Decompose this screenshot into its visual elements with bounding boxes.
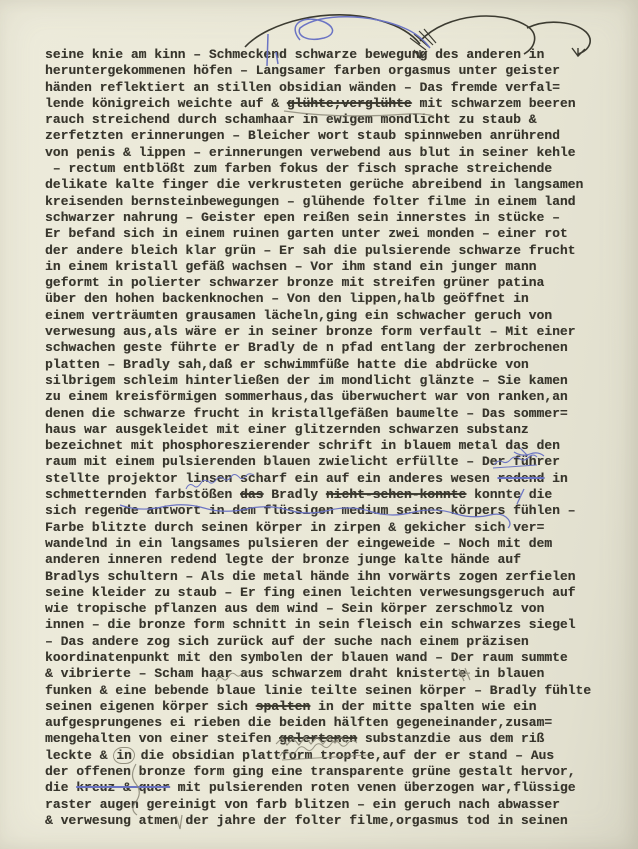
text-line xyxy=(45,552,605,568)
text-line xyxy=(45,731,605,747)
corrected-text-blue: kreuz & quer xyxy=(76,780,170,796)
typed-text-segment: über den hohen backenknochen – Von den lippen,halb geöffnet in xyxy=(45,291,529,307)
corrected-text-black: galertenen xyxy=(279,731,358,747)
typed-text-segment: schwarzer nahrung – Geister epen reißen sein innerstes in stücke – xyxy=(45,209,560,225)
typed-text-segment: verwesung aus,als wäre er in seiner bronze form verfault – Mit einer xyxy=(45,324,576,340)
text-line xyxy=(45,194,605,210)
typed-text-segment: in xyxy=(544,470,568,486)
text-line xyxy=(45,601,605,617)
text-line xyxy=(45,357,605,373)
corrected-text-black: nicht-sehen-konnte xyxy=(325,487,467,503)
typed-text-segment: mit pulsierenden roten venen überzogen war,flüssige xyxy=(169,780,576,796)
typed-text-segment: der offenen bronze form ging eine transparente grüne gestalt hervor, xyxy=(45,764,576,780)
text-line xyxy=(45,47,605,63)
corrected-text-blue: redend xyxy=(497,470,545,486)
text-line xyxy=(45,80,605,96)
typed-text-segment: zu einem kreisförmigen sommerhaus,das überwuchert war von ranken,an xyxy=(45,389,568,405)
typed-text-segment: wandelnd in ein langsames pulsieren der eingeweide – Noch mit dem xyxy=(45,535,553,551)
typed-text-segment: seine knie am kinn – Schmeckend schwarze bewegung des anderen in xyxy=(45,47,545,62)
text-line xyxy=(45,340,605,356)
text-line xyxy=(45,177,605,193)
typed-text-segment: sich regende antwort in dem flüssigen medium seines körpers fühlen – xyxy=(45,503,576,519)
typed-text-segment: die obsidian plattform tropfte,auf der er stand – Aus xyxy=(132,747,555,763)
typed-text-segment: stellte projektor linsen scharf ein auf ein anderes wesen xyxy=(45,470,498,486)
text-line xyxy=(45,617,605,633)
corrected-text-black: glühte;verglühte xyxy=(286,95,412,111)
typed-text-segment: raster augen gereinigt von farb blitzen – ein geruch nach abwasser xyxy=(45,796,560,812)
text-line xyxy=(45,438,605,454)
text-line xyxy=(45,503,605,519)
typed-text-segment: seine kleider zu staub – Er fing einen leichten verwesungsgeruch auf xyxy=(45,584,576,600)
text-line xyxy=(45,780,605,796)
typed-text-segment: Farbe blitzte durch seinen körper in zirpen & gekicher sich ver= xyxy=(45,519,545,535)
text-line xyxy=(45,128,605,144)
text-line xyxy=(45,259,605,275)
typed-text-segment: zerfetzten erinnerungen – Bleicher wort staub spinnweben anrührend xyxy=(45,128,560,144)
text-line xyxy=(45,683,605,699)
text-line xyxy=(45,324,605,340)
text-line xyxy=(45,96,605,112)
typed-text-segment: einem verträumten grausamen lächeln,ging ein schwacher geruch von xyxy=(45,307,553,323)
text-line xyxy=(45,291,605,307)
typed-text-segment: platten – Bradly sah,daß er schwimmfüße hatte die abdrücke von xyxy=(45,356,529,372)
typed-text-segment: Bradly xyxy=(263,487,326,503)
text-line xyxy=(45,569,605,585)
typed-text-segment: delikate kalte finger die verkrusteten gerüche abreibend in langsamen xyxy=(45,177,584,193)
corrected-text-black: das xyxy=(240,487,264,503)
typed-text-segment: schmetternden farbstößen xyxy=(45,487,241,503)
typed-text-segment: rauch streichend durch schamhaar in ewigem mondlicht zu staub & xyxy=(45,112,537,128)
text-line xyxy=(45,797,605,813)
typed-text-segment: innen – die bronze form schnitt in sein fleisch ein schwarzes siegel xyxy=(45,617,576,633)
typed-text-segment: bezeichnet mit phosphoreszierender schrift in blauem metal das den xyxy=(45,438,560,454)
typed-text-segment: – Das andere zog sich zurück auf der suche nach einem präzisen xyxy=(45,633,529,649)
typed-text-segment: schwachen geste führte er Bradly de n pfad entlang der zerbrochenen xyxy=(45,340,568,356)
typed-text-segment: händen reflektiert an stillen obsidian wänden – Das fremde verfal= xyxy=(45,79,560,95)
typed-text-segment: die xyxy=(45,780,77,796)
text-line xyxy=(45,536,605,552)
typed-text-segment: wie tropische pflanzen aus dem wind – Sein körper zerschmolz von xyxy=(45,601,545,617)
text-line xyxy=(45,585,605,601)
typed-text-segment: haus war ausgekleidet mit einer glitzernden schwarzen substanz xyxy=(45,421,529,437)
typed-text-segment: seinen eigenen körper sich xyxy=(45,698,256,714)
typed-text-segment: Bradlys schultern – Als die metal hände ihn vorwärts zogen zerfielen xyxy=(45,568,576,584)
typed-text-segment: koordinatenpunkt mit den symbolen der blauen wand – Der raum summte xyxy=(45,649,568,665)
text-line xyxy=(45,715,605,731)
typed-text-segment: Er befand sich in einem ruinen garten unter zwei monden – einer rot xyxy=(45,226,568,242)
text-line xyxy=(45,699,605,715)
text-line xyxy=(45,226,605,242)
typed-text-segment: der andere bleich klar grün – Er sah die pulsierende schwarze frucht xyxy=(45,242,576,258)
typed-text-segment: aufgesprungenes ei rieben die beiden hälften gegeneinander,zusam= xyxy=(45,715,553,731)
typed-text-segment: lende königreich weichte auf & xyxy=(45,95,287,111)
text-line xyxy=(45,406,605,422)
text-line xyxy=(45,650,605,666)
typed-text-segment: mengehalten von einer steifen xyxy=(45,731,280,747)
text-line xyxy=(45,764,605,780)
text-line xyxy=(45,454,605,470)
text-line xyxy=(45,813,605,829)
text-line xyxy=(45,210,605,226)
text-line xyxy=(45,748,605,764)
text-line xyxy=(45,308,605,324)
text-line xyxy=(45,422,605,438)
text-line xyxy=(45,161,605,177)
typed-text-segment: konnte die xyxy=(466,487,553,503)
text-line xyxy=(45,471,605,487)
typed-text-segment: in der mitte spalten wie ein xyxy=(310,698,537,714)
text-line xyxy=(45,634,605,650)
typed-text-segment: – rectum entblößt zum farben fokus der fisch sprache streichende xyxy=(45,161,553,177)
typed-text-segment: & vibrierte – Scham haar aus schwarzem draht knisterte in blauen xyxy=(45,666,545,682)
text-line xyxy=(45,666,605,682)
pen-squiggle-top-blue xyxy=(295,17,430,48)
typed-text-segment: heruntergekommenen höfen – Langsamer farben orgasmus unter geister xyxy=(45,63,560,79)
text-line xyxy=(45,112,605,128)
text-line xyxy=(45,63,605,79)
corrected-text-black: spalten xyxy=(255,698,311,714)
typed-text-segment: mit schwarzem beeren xyxy=(411,95,576,111)
text-line xyxy=(45,487,605,503)
corrected-text-circle: in xyxy=(113,747,135,764)
typed-text-segment: substanzdie aus dem riß xyxy=(357,731,545,747)
text-line xyxy=(45,373,605,389)
typed-text-segment: geformt in polierter schwarzer bronze mit streifen grüner patina xyxy=(45,275,545,291)
text-line xyxy=(45,243,605,259)
typed-text-segment: von penis & lippen – erinnerungen verwebend aus blut in seiner kehle xyxy=(45,144,576,160)
text-line xyxy=(45,145,605,161)
typed-text-segment: raum mit einem pulsierenden blauen zwielicht erfüllte – Der führer xyxy=(45,454,560,470)
typed-text-segment: kreisenden bernsteinbewegungen – glühende folter filme in einem land xyxy=(45,193,576,209)
typed-text-segment: in einem kristall gefäß wachsen – Vor ihm stand ein junger mann xyxy=(45,258,537,274)
text-line xyxy=(45,520,605,536)
typed-text-segment: & verwesung atmen der jahre der folter filme,orgasmus tod in seinen xyxy=(45,812,568,828)
typed-text xyxy=(45,47,605,829)
typed-text-segment: silbrigem schleim hinterließen der im mondlicht glänzte – Sie kamen xyxy=(45,372,568,388)
typed-text-segment: funken & eine bebende blaue linie teilte seinen körper – Bradly fühlte xyxy=(45,682,592,698)
text-line xyxy=(45,275,605,291)
typed-text-segment: anderen inneren redend legte der bronze junge kalte hände auf xyxy=(45,552,521,568)
typed-text-segment: leckte & xyxy=(45,747,116,763)
text-line xyxy=(45,389,605,405)
typed-text-segment: denen die schwarze frucht in kristallgefäßen baumelte – Das sommer= xyxy=(45,405,568,421)
